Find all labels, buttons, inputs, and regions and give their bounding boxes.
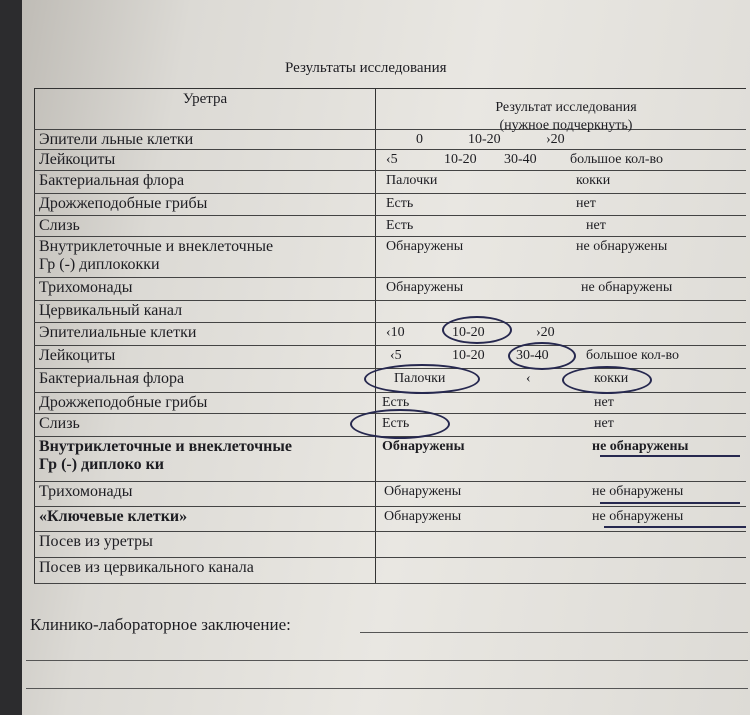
table-row — [34, 237, 746, 278]
option: ‹ — [526, 371, 531, 386]
row-label: Цервикальный канал — [34, 301, 376, 322]
table-row — [34, 278, 746, 301]
option: Обнаружены — [384, 484, 462, 499]
table-row — [34, 216, 746, 237]
option: нет — [594, 395, 614, 410]
option: большое кол-во — [570, 152, 664, 167]
table-row — [34, 301, 746, 323]
pen-underline — [600, 455, 740, 457]
row-label: Лейкоциты — [34, 150, 376, 170]
row-options — [376, 150, 746, 170]
table-row — [34, 558, 746, 584]
row-label: Слизь — [34, 414, 376, 436]
header-result-line1: Результат исследования — [495, 100, 637, 115]
option: не обнаружены — [592, 509, 684, 524]
option: ‹10 — [386, 325, 405, 340]
option: Обнаружены — [386, 239, 464, 254]
row-label: Посев из цервикального канала — [34, 558, 376, 583]
row-options — [376, 393, 746, 413]
option: 10-20 — [444, 152, 477, 167]
row-label: Дрожжеподобные грибы — [34, 393, 376, 413]
conclusion-line — [360, 632, 748, 633]
row-label-line2: Гр (-) диплококки — [39, 256, 160, 273]
row-label: Трихомонады — [34, 482, 376, 506]
table-row — [34, 507, 746, 532]
row-options — [376, 558, 746, 583]
option: Обнаружены — [384, 509, 462, 524]
row-options — [376, 437, 746, 481]
table-header — [34, 89, 746, 133]
option: Есть — [382, 395, 410, 410]
option: ‹5 — [390, 348, 402, 363]
row-options — [376, 130, 746, 149]
row-label-line1: Внутриклеточные и внеклеточные — [39, 238, 274, 255]
row-options — [376, 323, 746, 345]
row-options — [376, 532, 746, 557]
option: Палочки — [386, 173, 438, 188]
table-row — [34, 171, 746, 194]
row-options — [376, 237, 746, 277]
row-label: Эпители льные клетки — [34, 130, 376, 149]
option: не обнаружены — [592, 439, 689, 454]
option: 30-40 — [504, 152, 537, 167]
pen-circle — [442, 316, 512, 344]
option: Обнаружены — [382, 439, 465, 454]
option: ›20 — [546, 132, 565, 147]
pen-circle — [562, 366, 652, 394]
row-label: Дрожжеподобные грибы — [34, 194, 376, 215]
header-result — [376, 89, 746, 133]
option: кокки — [594, 371, 629, 386]
option: 10-20 — [468, 132, 501, 147]
pen-circle — [364, 364, 480, 394]
option: не обнаружены — [581, 280, 673, 295]
option: кокки — [576, 173, 611, 188]
option: 30-40 — [516, 348, 549, 363]
option: не обнаружены — [592, 484, 684, 499]
conclusion-label: Клинико-лабораторное заключение: — [30, 615, 291, 634]
pen-underline — [604, 526, 746, 528]
header-urethra: Уретра — [34, 89, 376, 129]
table-row — [34, 150, 746, 171]
row-label: «Ключевые клетки» — [34, 507, 376, 531]
conclusion-line — [26, 688, 748, 689]
pen-underline — [600, 502, 740, 504]
row-label: Трихомонады — [34, 278, 376, 300]
row-label-line2: Гр (-) диплоко ки — [39, 456, 165, 473]
option: 0 — [416, 132, 423, 147]
option: не обнаружены — [576, 239, 668, 254]
row-label: Слизь — [34, 216, 376, 236]
option: нет — [586, 218, 606, 233]
option: Есть — [386, 196, 414, 211]
conclusion-line — [26, 660, 748, 661]
pen-circle — [508, 342, 576, 370]
header-result-line2: (нужное подчеркнуть) — [499, 118, 633, 133]
row-options — [376, 194, 746, 215]
option: ›20 — [536, 325, 555, 340]
row-label — [34, 437, 376, 481]
table-row — [34, 323, 746, 346]
option: ‹5 — [386, 152, 398, 167]
option: 10-20 — [452, 348, 485, 363]
table-row — [34, 437, 746, 482]
row-options — [376, 278, 746, 300]
option: нет — [576, 196, 596, 211]
option: Обнаружены — [386, 280, 464, 295]
row-options — [376, 171, 746, 193]
row-label: Бактериальная флора — [34, 171, 376, 193]
pen-circle — [350, 409, 450, 439]
table-row — [34, 194, 746, 216]
option: Есть — [386, 218, 414, 233]
page-title: Результаты исследования — [285, 60, 447, 76]
option: Есть — [382, 416, 410, 431]
row-label: Эпителиальные клетки — [34, 323, 376, 345]
option: 10-20 — [452, 325, 485, 340]
row-label: Лейкоциты — [34, 346, 376, 368]
results-table — [34, 88, 746, 584]
option: большое кол-во — [586, 348, 680, 363]
option: нет — [594, 416, 614, 431]
row-label — [34, 237, 376, 277]
row-label-line1: Внутриклеточные и внеклеточные — [39, 438, 292, 455]
table-row — [34, 532, 746, 558]
table-row — [34, 130, 746, 150]
row-options — [376, 301, 746, 322]
row-label: Посев из уретры — [34, 532, 376, 557]
row-label: Бактериальная флора — [34, 369, 376, 392]
row-options — [376, 216, 746, 236]
option: Палочки — [394, 371, 446, 386]
